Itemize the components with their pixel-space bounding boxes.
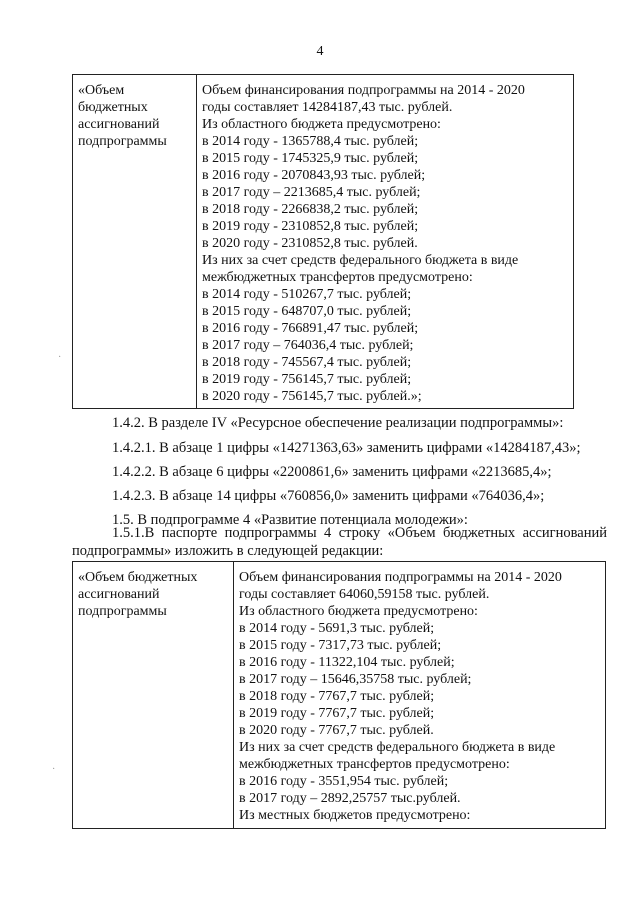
funding-line: Объем финансирования подпрограммы на 2014 - 2020 (239, 570, 562, 585)
funding-line: в 2017 году – 2213685,4 тыс. рублей; (202, 185, 421, 200)
funding-details-cell (197, 75, 574, 409)
funding-line: в 2018 году - 7767,7 тыс. рублей; (239, 689, 435, 704)
funding-line: в 2017 году – 15646,35758 тыс. рублей; (239, 672, 472, 687)
funding-line: в 2015 году - 7317,73 тыс. рублей; (239, 638, 442, 653)
paragraph-1-4-2: 1.4.2. В разделе IV «Ресурсное обеспечение реализации подпрограммы»: (112, 415, 564, 431)
funding-line: в 2019 году - 7767,7 тыс. рублей; (239, 706, 435, 721)
paragraph-1-5-1: 1.5.1.В паспорте подпрограммы 4 строку «Объем бюджетных ассигнований подпрограммы» изложить в следующей редакции: (72, 525, 607, 559)
funding-line: в 2014 году - 5691,3 тыс. рублей; (239, 621, 435, 636)
funding-line: в 2020 году - 2310852,8 тыс. рублей. (202, 236, 418, 251)
funding-line: годы составляет 14284187,43 тыс. рублей. (202, 100, 453, 115)
funding-line: в 2016 году - 3551,954 тыс. рублей; (239, 774, 449, 789)
table-row (73, 75, 574, 409)
page-number: 4 (316, 44, 324, 59)
funding-line: Из областного бюджета предусмотрено: (202, 117, 441, 132)
funding-line: в 2017 году – 2892,25757 тыс.рублей. (239, 791, 461, 806)
funding-line: годы составляет 64060,59158 тыс. рублей. (239, 587, 490, 602)
funding-line: Из них за счет средств федерального бюджета в виде (239, 740, 556, 755)
funding-line: в 2016 году - 766891,47 тыс. рублей; (202, 321, 419, 336)
paragraph-1-5: 1.5. В подпрограмме 4 «Развитие потенциала молодежи»: (112, 512, 468, 528)
funding-line: в 2017 году – 764036,4 тыс. рублей; (202, 338, 414, 353)
funding-line: в 2016 году - 2070843,93 тыс. рублей; (202, 168, 426, 183)
paragraph-1-4-2-2: 1.4.2.2. В абзаце 6 цифры «2200861,6» заменить цифрами «2213685,4»; (112, 464, 552, 480)
funding-line: Объем финансирования подпрограммы на 2014 - 2020 (202, 83, 525, 98)
funding-line: межбюджетных трансфертов предусмотрено: (239, 757, 510, 772)
funding-line: в 2019 году - 2310852,8 тыс. рублей; (202, 219, 419, 234)
paragraph-1-4-2-1: 1.4.2.1. В абзаце 1 цифры «14271363,63» заменить цифрами «14284187,43»; (112, 440, 581, 456)
funding-line: Из областного бюджета предусмотрено: (239, 604, 478, 619)
row-label-cell: «Объем бюджетных ассигнований подпрограммы (73, 75, 197, 409)
funding-line: в 2015 году - 1745325,9 тыс. рублей; (202, 151, 419, 166)
paragraph-1-4-2-3: 1.4.2.3. В абзаце 14 цифры «760856,0» заменить цифрами «764036,4»; (112, 488, 545, 504)
funding-line: межбюджетных трансфертов предусмотрено: (202, 270, 473, 285)
funding-line: в 2020 году - 7767,7 тыс. рублей. (239, 723, 434, 738)
funding-line: в 2014 году - 1365788,4 тыс. рублей; (202, 134, 419, 149)
funding-line: в 2016 году - 11322,104 тыс. рублей; (239, 655, 455, 670)
budget-passport-table-subprogram-3 (72, 74, 574, 409)
row-label-cell: «Объем бюджетных ассигнований подпрограммы (73, 562, 234, 829)
funding-line: Из них за счет средств федерального бюджета в виде (202, 253, 519, 268)
funding-line: в 2014 году - 510267,7 тыс. рублей; (202, 287, 412, 302)
funding-details-cell (234, 562, 606, 829)
funding-line: в 2019 году - 756145,7 тыс. рублей; (202, 372, 412, 387)
budget-passport-table-subprogram-4 (72, 561, 606, 829)
scan-mark: · (52, 764, 56, 775)
funding-line: в 2018 году - 2266838,2 тыс. рублей; (202, 202, 419, 217)
funding-line: в 2015 году - 648707,0 тыс. рублей; (202, 304, 412, 319)
funding-line: Из местных бюджетов предусмотрено: (239, 808, 471, 823)
table-row (73, 562, 606, 829)
scan-mark: · (58, 352, 62, 363)
handwritten-semicolon: ; (417, 389, 422, 404)
funding-line: в 2018 году - 745567,4 тыс. рублей; (202, 355, 412, 370)
funding-line: в 2020 году - 756145,7 тыс. рублей.»; (202, 389, 422, 404)
